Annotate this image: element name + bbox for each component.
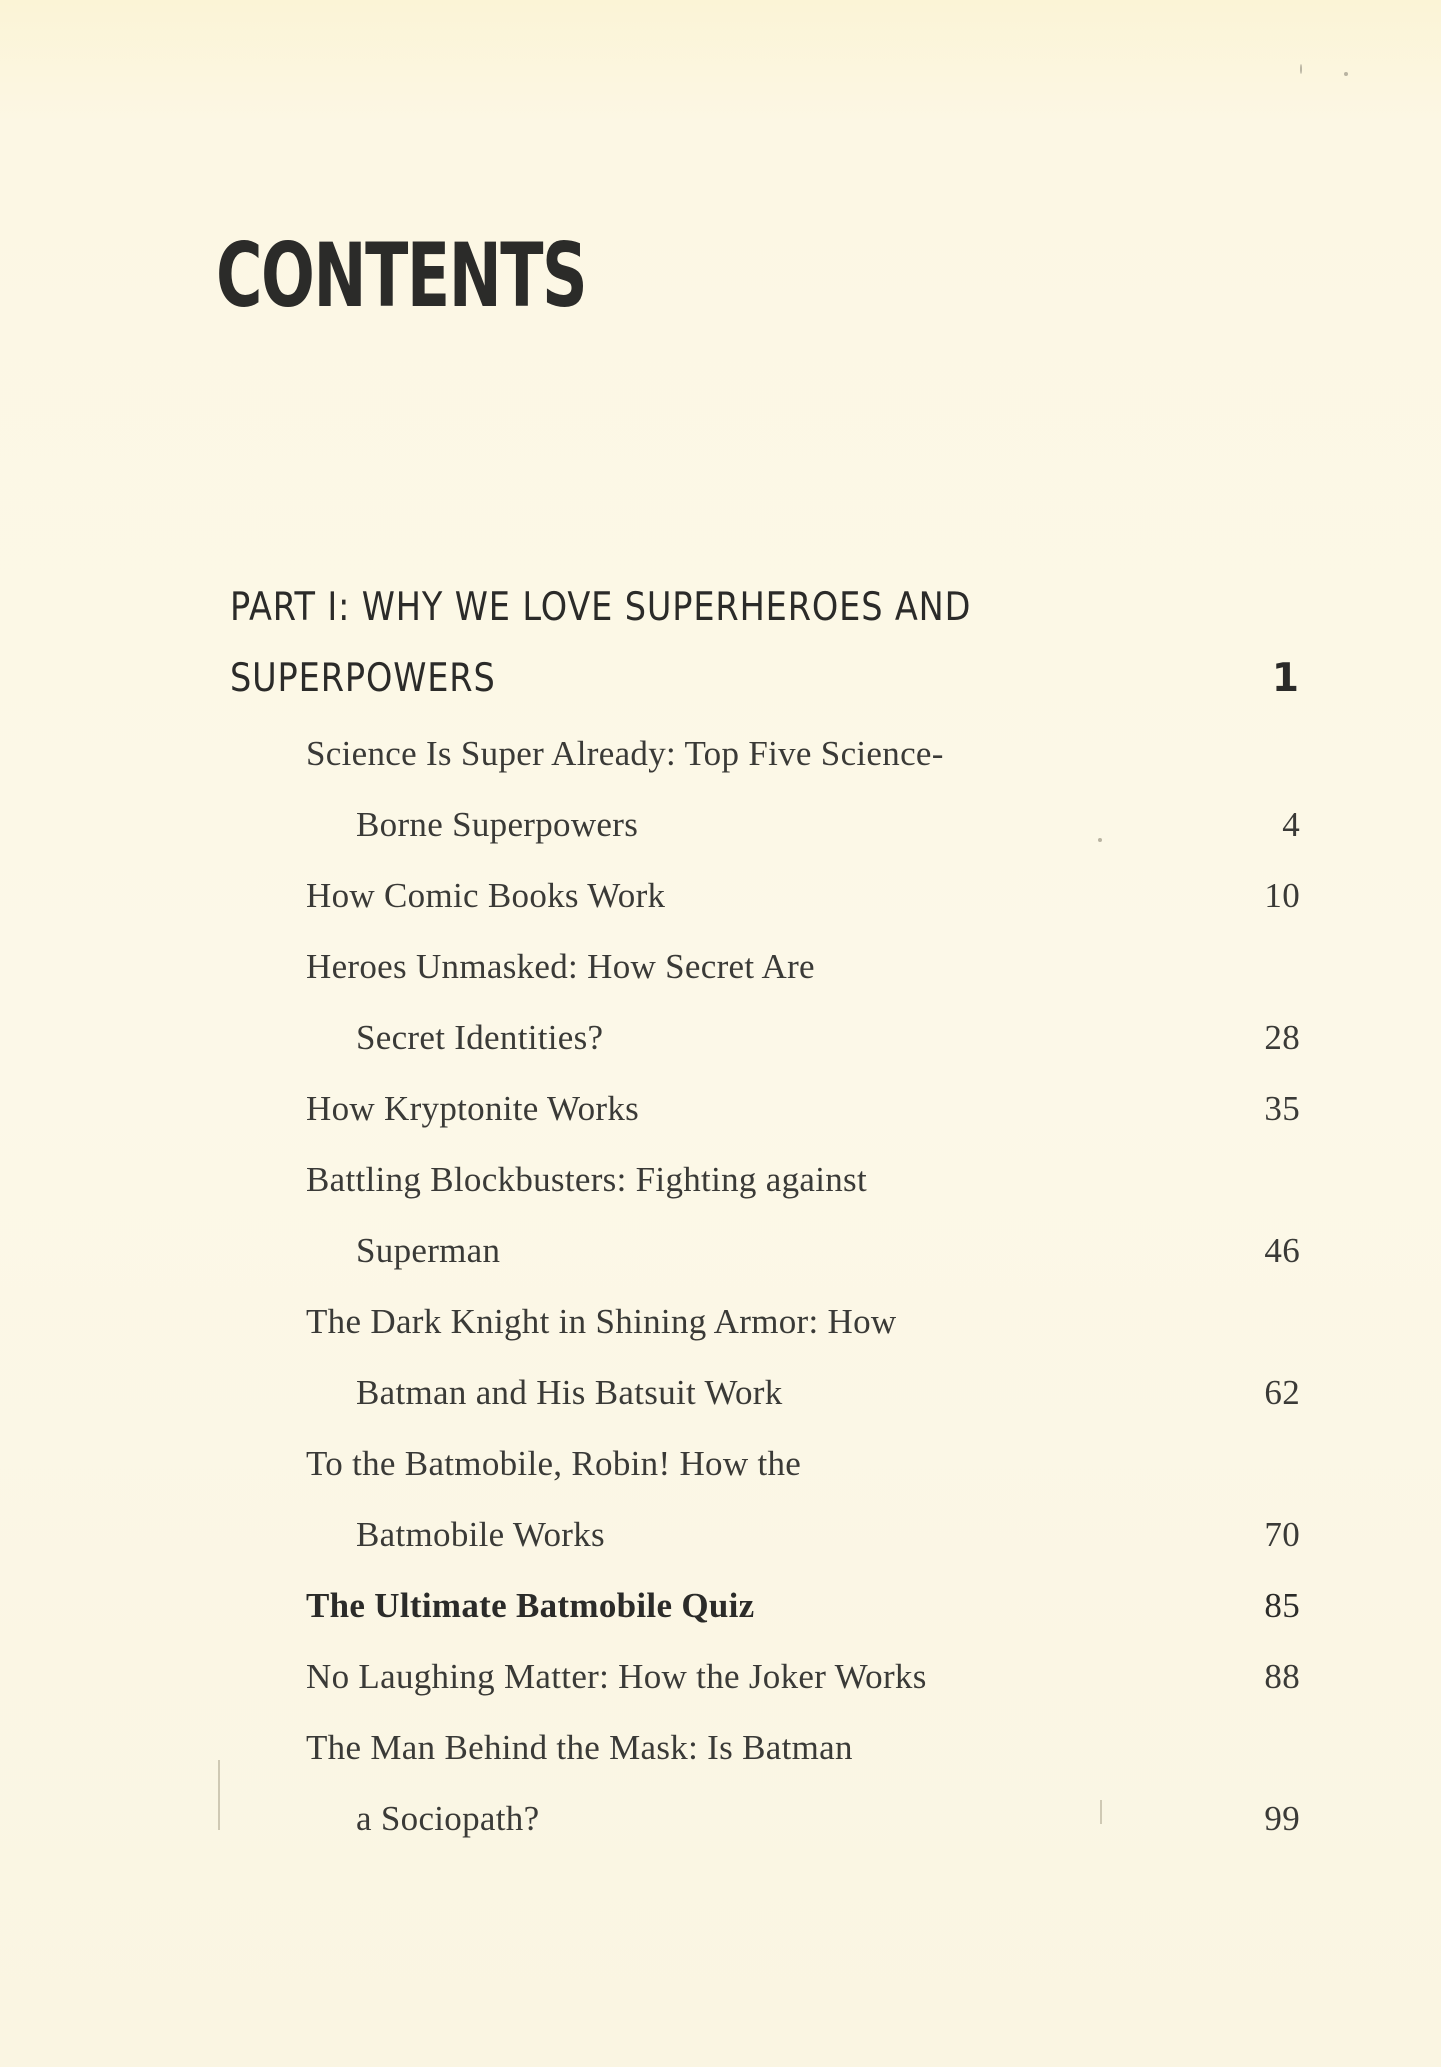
toc-entry-joker bbox=[306, 1659, 1300, 1694]
toc-entry-title-cont: Batmobile Works bbox=[356, 1515, 605, 1554]
scan-mark bbox=[1100, 1800, 1102, 1824]
toc-entry-page: 62 bbox=[1264, 1373, 1300, 1412]
part-heading-text-1: PART I: WHY WE LOVE SUPERHEROES AND bbox=[230, 585, 972, 630]
scan-mark bbox=[218, 1760, 220, 1830]
toc-entry-title: The Man Behind the Mask: Is Batman bbox=[306, 1728, 853, 1767]
toc-entry-page: 70 bbox=[1264, 1515, 1300, 1554]
toc-entry-title: Science Is Super Already: Top Five Science- bbox=[306, 734, 944, 773]
toc-entry-page: 4 bbox=[1282, 805, 1300, 844]
page-title: CONTENTS bbox=[216, 224, 587, 327]
paper-speck bbox=[1300, 64, 1302, 74]
toc-entry-science-line2 bbox=[356, 807, 1300, 842]
toc-entry-dark-knight-line2 bbox=[356, 1375, 1300, 1410]
toc-entry-batmobile-line2 bbox=[356, 1517, 1300, 1552]
toc-entry-title: How Comic Books Work bbox=[306, 876, 666, 915]
toc-entry-title: The Ultimate Batmobile Quiz bbox=[306, 1586, 755, 1625]
toc-entry-title-cont: a Sociopath? bbox=[356, 1799, 540, 1838]
toc-entry-page: 46 bbox=[1264, 1231, 1300, 1270]
toc-entry-page: 10 bbox=[1264, 876, 1300, 915]
toc-entry-heroes-unmasked-line2 bbox=[356, 1020, 1300, 1055]
toc-entry-title: To the Batmobile, Robin! How the bbox=[306, 1444, 802, 1483]
toc-entry-title: Heroes Unmasked: How Secret Are bbox=[306, 947, 815, 986]
toc-entry-title: Battling Blockbusters: Fighting against bbox=[306, 1160, 867, 1199]
toc-entry-title-cont: Batman and His Batsuit Work bbox=[356, 1373, 783, 1412]
paper-speck bbox=[1098, 838, 1102, 842]
part-heading-text-2: SUPERPOWERS bbox=[230, 656, 496, 701]
toc-entry-battling-line2 bbox=[356, 1233, 1300, 1268]
toc-entry-title: No Laughing Matter: How the Joker Works bbox=[306, 1657, 927, 1696]
toc-entry-man-behind-mask-line1 bbox=[306, 1730, 1300, 1765]
toc-entry-man-behind-mask-line2 bbox=[356, 1801, 1300, 1836]
toc-entry-heroes-unmasked-line1 bbox=[306, 949, 1300, 984]
toc-entry-page: 35 bbox=[1264, 1089, 1300, 1128]
part-heading-line1 bbox=[230, 585, 1300, 630]
toc-entry-title: How Kryptonite Works bbox=[306, 1089, 640, 1128]
toc-entry-comic-books bbox=[306, 878, 1300, 913]
toc-entry-batmobile-line1 bbox=[306, 1446, 1300, 1481]
toc-entry-title-cont: Borne Superpowers bbox=[356, 805, 639, 844]
toc-entry-kryptonite bbox=[306, 1091, 1300, 1126]
toc-entry-dark-knight-line1 bbox=[306, 1304, 1300, 1339]
part-page-number: 1 bbox=[1271, 656, 1300, 701]
toc-entry-title-cont: Superman bbox=[356, 1231, 501, 1270]
toc-entry-batmobile-quiz bbox=[306, 1588, 1300, 1623]
toc-entry-science-line1 bbox=[306, 736, 1300, 771]
toc-entry-page: 99 bbox=[1264, 1799, 1300, 1838]
toc-entry-page: 88 bbox=[1264, 1657, 1300, 1696]
paper-speck bbox=[1344, 72, 1348, 76]
toc-entry-page: 28 bbox=[1264, 1018, 1300, 1057]
toc-entry-battling-line1 bbox=[306, 1162, 1300, 1197]
toc-entry-title: The Dark Knight in Shining Armor: How bbox=[306, 1302, 897, 1341]
toc-entry-title-cont: Secret Identities? bbox=[356, 1018, 604, 1057]
part-heading-line2 bbox=[230, 656, 1300, 701]
toc-entry-page: 85 bbox=[1264, 1586, 1300, 1625]
